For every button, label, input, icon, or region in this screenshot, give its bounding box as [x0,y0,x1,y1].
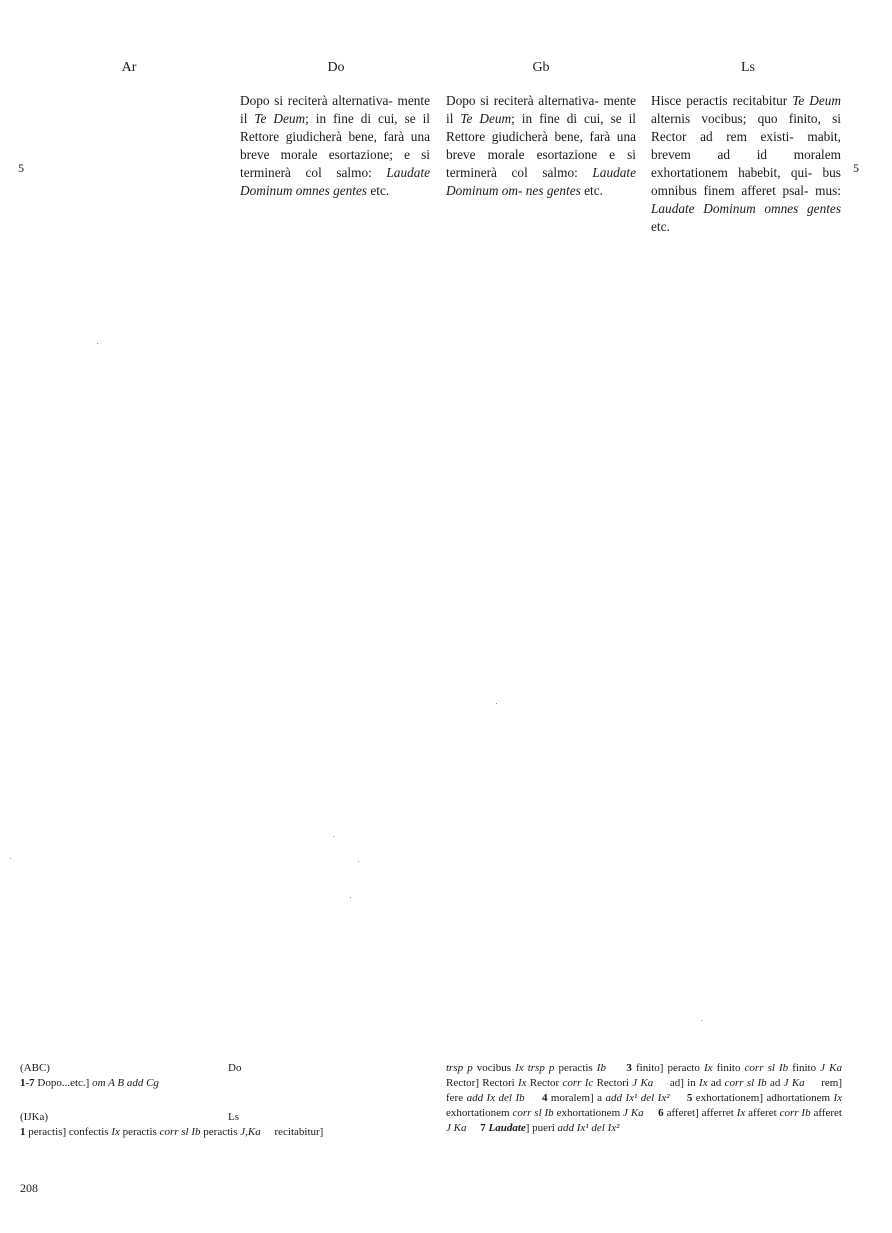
column-header-gb: Gb [532,60,550,75]
paragraph [446,92,636,200]
italic-text: corr sl Ib [744,1062,789,1074]
text-run: Rectori [593,1077,633,1089]
italic-text: corr sl Ib [159,1126,201,1138]
text-run: afferet] afferret [663,1107,737,1119]
apparatus-version: Ls [228,1111,239,1123]
italic-text: J Ka [783,1077,805,1089]
text-run: ; in fine di cui, se il Rettore giudicherà bene, farà una breve morale esortazione; e si terminerà col salmo: [240,111,430,180]
text-run [670,1092,687,1104]
italic-text: Laudate [488,1122,526,1134]
bold-text: 5 [686,1092,693,1104]
text-run: peractis [119,1126,160,1138]
page-number: 208 [20,1181,38,1195]
line-number-left: 5 [18,161,24,175]
text-run: Dopo si reciterà alternativa- mente il [446,93,636,126]
column-ls-text [651,92,841,236]
text-run [466,1122,480,1134]
italic-text: om A B add Cg [92,1077,159,1089]
apparatus-version: Do [228,1062,242,1074]
italic-text: add Ix del Ib [466,1092,525,1104]
text-run: rem] fere [446,1077,845,1104]
italic-text: corr sl Ib [512,1107,554,1119]
italic-text: J,Ka [240,1126,261,1138]
column-header-ls: Ls [741,60,755,75]
text-run [644,1107,659,1119]
text-run: Rector [526,1077,563,1089]
italic-text: Ix [111,1126,120,1138]
italic-text: corr Ib [779,1107,811,1119]
italic-text: corr sl Ib [724,1077,767,1089]
italic-text: Ix [736,1107,746,1119]
bold-text: 1 [20,1126,26,1138]
italic-text: corr Ic [562,1077,594,1089]
italic-text: trsp p [446,1062,473,1074]
line-number-right: 5 [853,161,859,175]
text-run: Hisce peractis recitabitur [651,93,793,108]
text-run: Rector] Rectori [446,1062,856,1089]
italic-text: Laudate Dominum omnes gentes [651,201,841,216]
apparatus-note [20,1076,440,1091]
italic-text: Ix [833,1092,843,1104]
italic-text: Laudate Dominum om- nes gentes [446,165,636,198]
text-run: ] pueri [525,1122,558,1134]
apparatus-group-header [20,1110,440,1125]
text-run [606,1062,626,1074]
scan-speck [10,858,11,859]
apparatus-note [446,1061,856,1136]
column-header-do: Do [327,60,345,75]
italic-text: add Ix¹ del Ix² [557,1122,620,1134]
text-run: etc. [367,183,390,198]
text-run: finito [712,1062,745,1074]
italic-text: add Ix¹ del Ix² [605,1092,670,1104]
italic-text: Te Deum [254,111,306,126]
text-run: alternis vocibus; quo finito, si Rector ad rem existi- mabit, brevem ad id moralem exhortationem habebit, qui- bus omnibus finem afferet psal- mus: [651,111,841,198]
italic-text: Ix trsp p [515,1062,555,1074]
text-run: peractis [200,1126,241,1138]
italic-text: Laudate Dominum omnes gentes [240,165,430,198]
text-run: recitabitur] [260,1126,324,1138]
column-header-ar: Ar [121,60,137,75]
scan-speck [97,343,98,344]
text-run: finito] peracto [631,1062,704,1074]
apparatus-right [446,1061,856,1136]
text-run: peractis [554,1062,597,1074]
text-run: etc. [580,183,603,198]
text-run: exhortationem] adhortationem [692,1092,834,1104]
paragraph [651,92,841,236]
text-run: exhortationem [553,1107,624,1119]
italic-text: Te Deum [792,93,841,108]
bold-text: 7 [480,1122,486,1134]
text-run: Dopo si reciterà alternativa- mente il [240,93,430,126]
italic-text: Ix [699,1077,708,1089]
bold-text: 4 [541,1092,548,1104]
text-run: ad] in [653,1077,700,1089]
scan-speck [333,836,334,837]
paragraph [240,92,430,200]
column-do-text [240,92,430,200]
text-run: afferet [810,1107,845,1119]
italic-text: J Ka [623,1107,644,1119]
text-run: ad [707,1077,725,1089]
text-run: vocibus [472,1062,516,1074]
text-run: afferet [745,1107,780,1119]
italic-text: J Ka [446,1122,467,1134]
apparatus-siglum: (ABC) [20,1062,50,1074]
scan-speck [358,861,359,862]
text-run: moralem] a [547,1092,606,1104]
text-run: exhortationem [446,1092,845,1119]
italic-text: Ib [596,1062,606,1074]
apparatus-left [20,1061,440,1140]
bold-text: 3 [626,1062,632,1074]
text-run [525,1092,542,1104]
apparatus-group-header [20,1061,440,1076]
italic-text: Ix [704,1062,713,1074]
italic-text: J Ka [632,1077,654,1089]
text-run: ad [766,1077,784,1089]
text-run: etc. [651,219,670,234]
bold-text: 6 [658,1107,664,1119]
text-run: peractis] confectis [25,1126,112,1138]
scan-speck [496,703,497,704]
apparatus-note [20,1125,440,1140]
bold-text: 1-7 [20,1077,35,1089]
scan-speck [350,897,351,898]
text-run: finito [788,1062,821,1074]
italic-text: Te Deum [460,111,512,126]
scan-speck [701,1020,702,1021]
italic-text: J Ka [820,1062,842,1074]
text-run: Dopo...etc.] [34,1077,93,1089]
italic-text: Ix [517,1077,527,1089]
apparatus-siglum: (IJKa) [20,1111,49,1123]
column-gb-text [446,92,636,200]
text-run: ; in fine di cui, se il Rettore giudicherà bene, farà una breve morale esortazione e si terminerà col salmo: [446,111,636,180]
